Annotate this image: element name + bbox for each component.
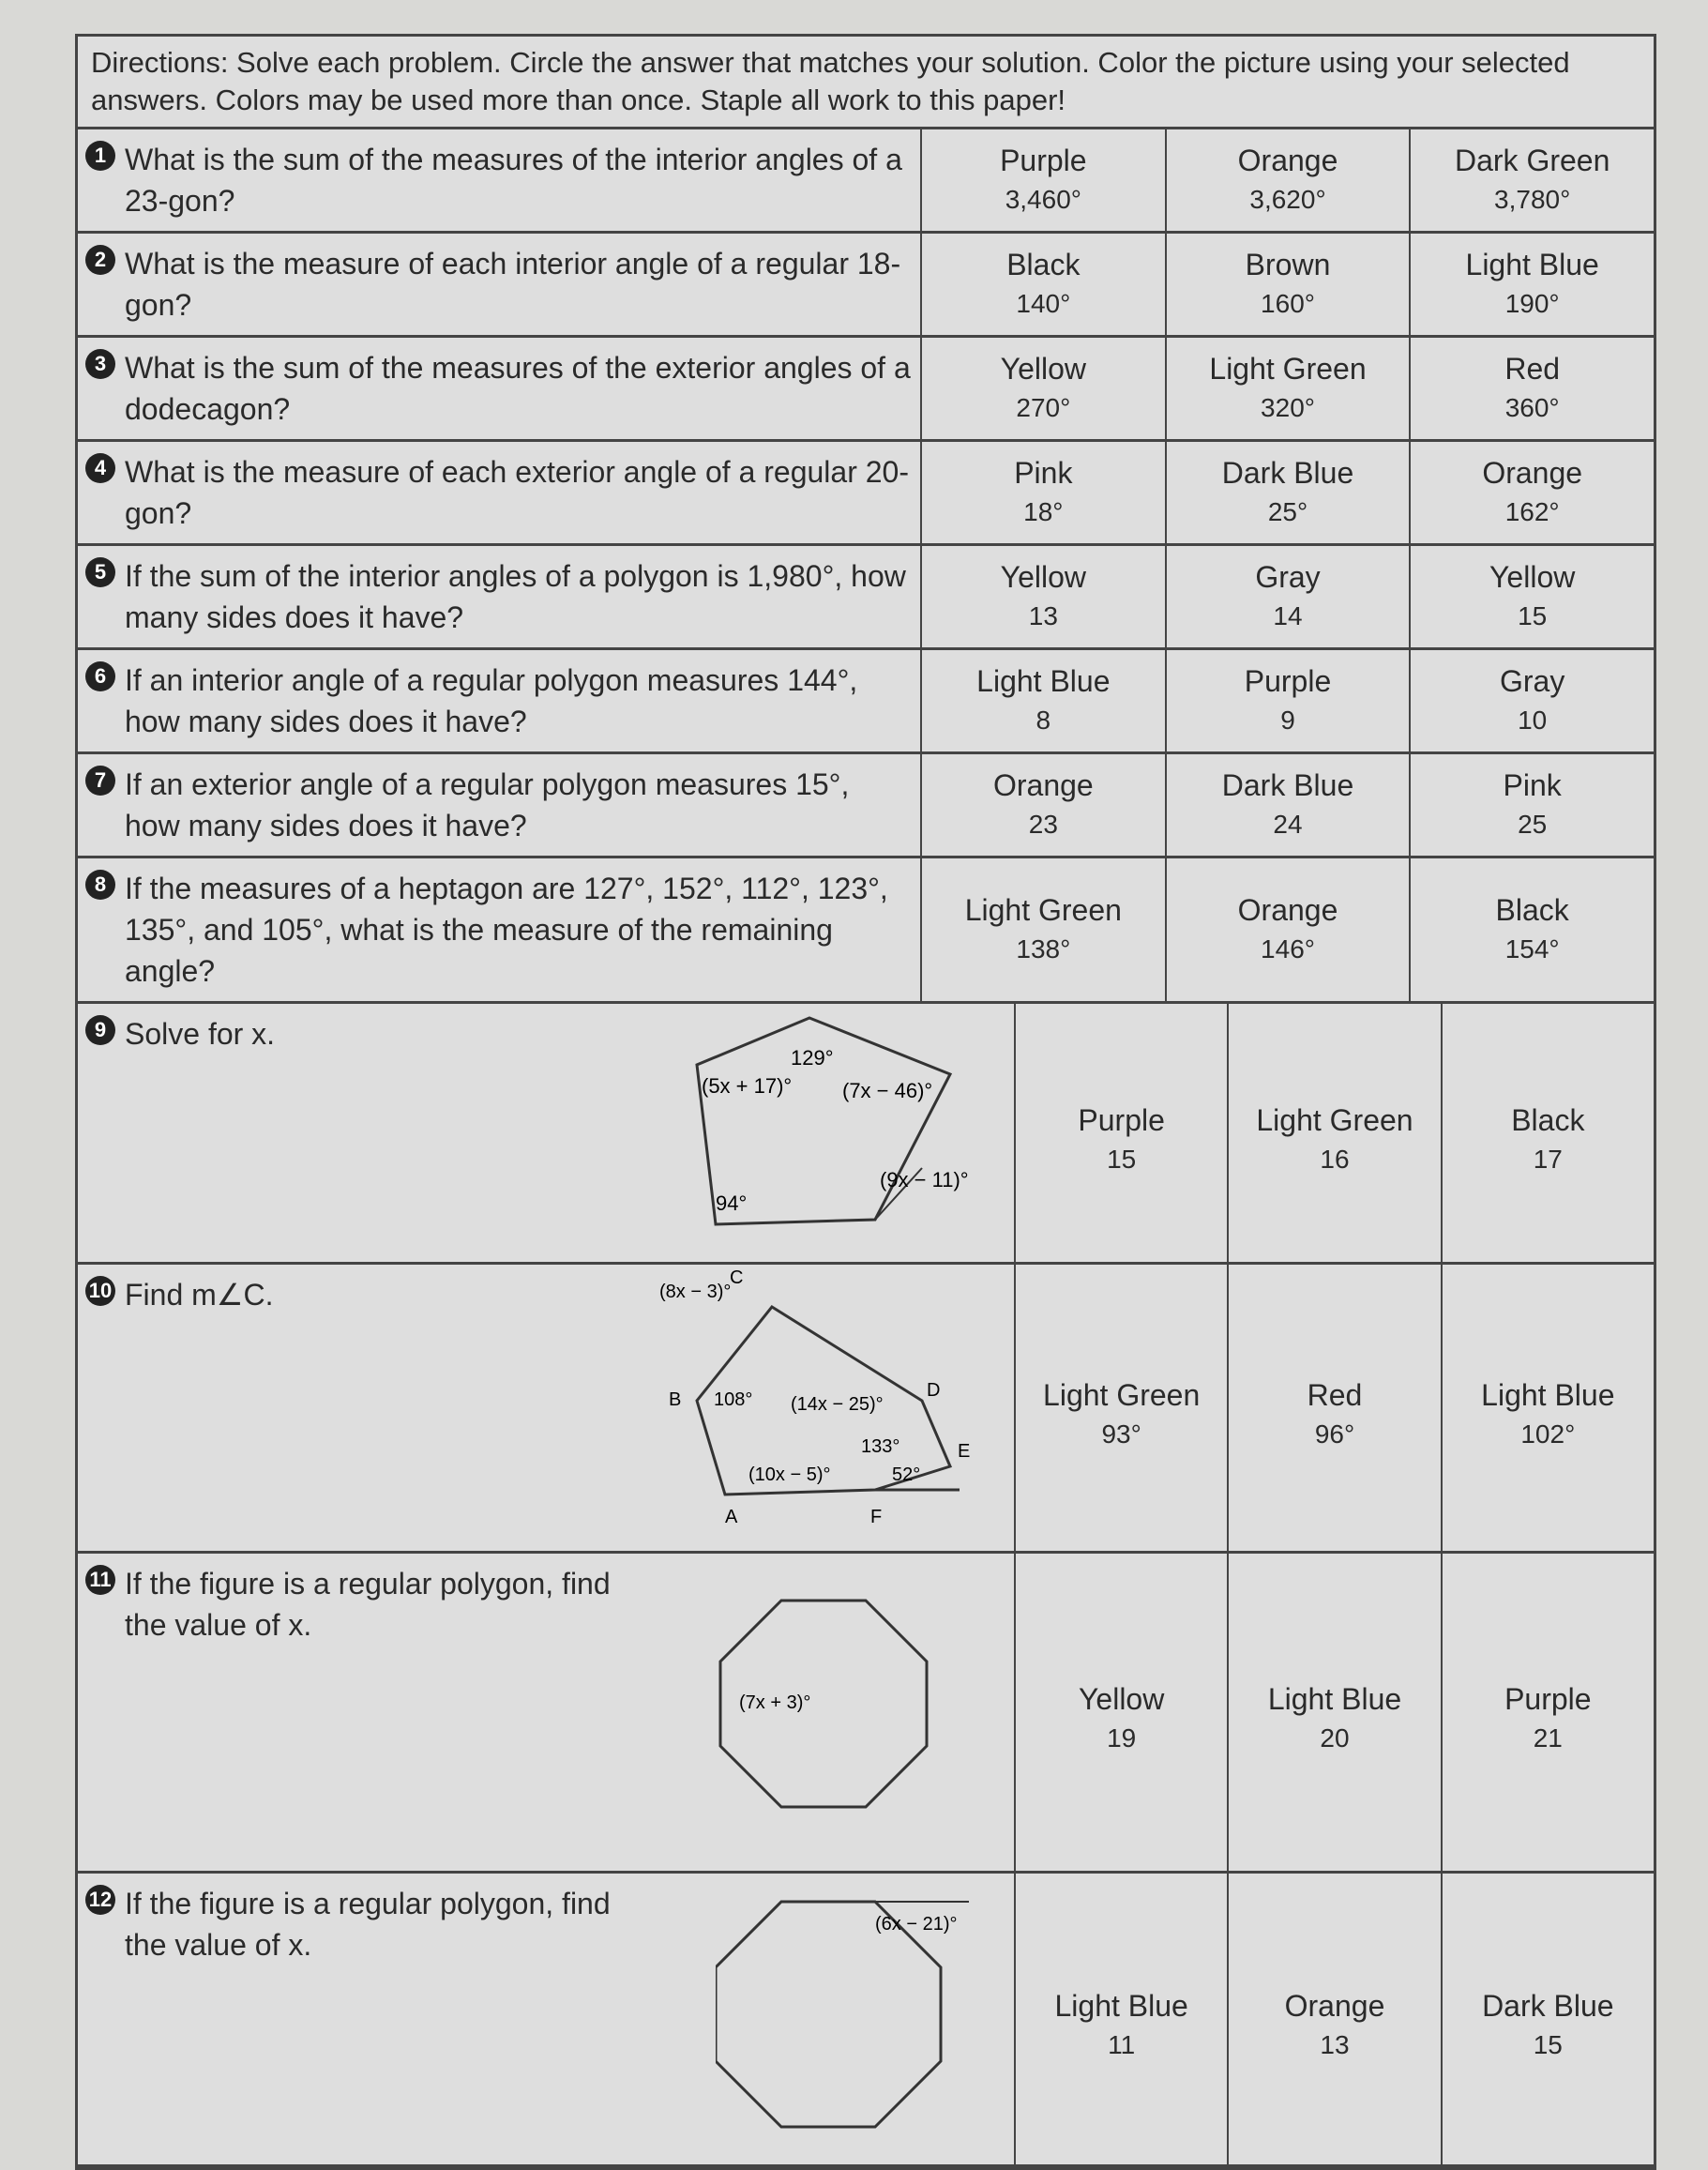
answer-color: Yellow bbox=[1000, 560, 1086, 594]
answer-choice[interactable] bbox=[1167, 442, 1412, 543]
answer-color: Dark Blue bbox=[1221, 768, 1354, 802]
pentagon-figure bbox=[678, 1009, 997, 1252]
figure-label: 52° bbox=[892, 1464, 921, 1485]
octagon-figure bbox=[716, 1591, 941, 1835]
answer-value: 20 bbox=[1320, 1723, 1350, 1753]
question bbox=[78, 129, 922, 231]
question bbox=[78, 338, 922, 439]
figure-label: (10x − 5)° bbox=[748, 1464, 831, 1485]
answer-choice[interactable] bbox=[1167, 129, 1412, 231]
problem-number: 11 bbox=[85, 1565, 115, 1595]
answer-value: 13 bbox=[1320, 2030, 1350, 2059]
answer-choice[interactable] bbox=[922, 442, 1167, 543]
problem-row-1 bbox=[78, 129, 1654, 234]
directions: Directions: Solve each problem. Circle the answer that matches your solution. Color the picture using your selected answers. Colors may be used more than once. Staple all work to this paper! bbox=[78, 37, 1654, 129]
question-text: What is the sum of the measures of the exterior angles of a dodecagon? bbox=[125, 351, 911, 426]
answer-choice[interactable] bbox=[922, 546, 1167, 647]
answer-color: Yellow bbox=[1000, 352, 1086, 386]
figure-label: (9x − 11)° bbox=[880, 1168, 969, 1191]
answer-value: 14 bbox=[1273, 601, 1303, 630]
answer-value: 3,780° bbox=[1494, 185, 1571, 214]
answer-value: 15 bbox=[1518, 601, 1548, 630]
answer-choice[interactable] bbox=[1411, 754, 1654, 856]
answer-value: 19 bbox=[1107, 1723, 1137, 1753]
figure-label: (8x − 3)° bbox=[659, 1282, 732, 1302]
figure-label: A bbox=[725, 1507, 738, 1527]
answer-color: Purple bbox=[1078, 1102, 1165, 1137]
answer-color: Brown bbox=[1245, 248, 1331, 281]
answer-choice[interactable] bbox=[1229, 1265, 1442, 1551]
figure-label: 94° bbox=[716, 1191, 748, 1215]
answer-color: Light Blue bbox=[1267, 1682, 1402, 1716]
answer-choice[interactable] bbox=[1167, 338, 1412, 439]
answer-value: 3,460° bbox=[1005, 185, 1081, 214]
problem-number: 5 bbox=[85, 557, 115, 587]
question-text: What is the measure of each exterior angle of a regular 20-gon? bbox=[125, 455, 909, 530]
answer-choice[interactable] bbox=[1167, 546, 1412, 647]
answer-value: 360° bbox=[1504, 393, 1560, 422]
answer-choice[interactable] bbox=[1443, 1554, 1654, 1871]
question-text: If the figure is a regular polygon, find the value of x. bbox=[125, 1887, 611, 1962]
question bbox=[78, 546, 922, 647]
answer-choice[interactable] bbox=[1016, 1554, 1229, 1871]
answer-choice[interactable] bbox=[1016, 1265, 1229, 1551]
answer-value: 15 bbox=[1107, 1144, 1137, 1174]
question-text: Solve for x. bbox=[125, 1017, 276, 1051]
answer-value: 17 bbox=[1533, 1144, 1563, 1174]
question-text: If the measures of a heptagon are 127°, 152°, 112°, 123°, 135°, and 105°, what is the measure of the remaining angle? bbox=[125, 872, 888, 988]
answer-choice[interactable] bbox=[1229, 1874, 1442, 2164]
figure-label: (5x + 17)° bbox=[702, 1074, 793, 1098]
answer-color: Black bbox=[1511, 1102, 1585, 1137]
problem-number: 7 bbox=[85, 766, 115, 796]
problem-row-11 bbox=[78, 1554, 1654, 1874]
figure-label: 129° bbox=[791, 1046, 834, 1070]
hexagon-figure bbox=[659, 1269, 1006, 1546]
answer-choice[interactable] bbox=[922, 754, 1167, 856]
answer-value: 16 bbox=[1320, 1144, 1350, 1174]
answer-value: 140° bbox=[1016, 289, 1071, 318]
answer-value: 270° bbox=[1016, 393, 1071, 422]
figure-label: C bbox=[730, 1269, 744, 1288]
answer-choice[interactable] bbox=[1411, 546, 1654, 647]
problem-row-6 bbox=[78, 650, 1654, 754]
problem-number: 3 bbox=[85, 349, 115, 379]
answer-color: Red bbox=[1504, 352, 1561, 386]
problem-number: 6 bbox=[85, 661, 115, 691]
answer-choice[interactable] bbox=[1443, 1004, 1654, 1262]
answer-choice[interactable] bbox=[1411, 234, 1654, 335]
octagon-figure bbox=[716, 1883, 997, 2155]
answer-value: 93° bbox=[1101, 1419, 1141, 1449]
answer-value: 9 bbox=[1280, 706, 1295, 735]
answer-color: Red bbox=[1307, 1377, 1363, 1412]
question bbox=[78, 650, 922, 751]
answer-choice[interactable] bbox=[1411, 338, 1654, 439]
problem-number: 4 bbox=[85, 453, 115, 483]
answer-color: Orange bbox=[1237, 893, 1338, 927]
answer-value: 21 bbox=[1533, 1723, 1563, 1753]
answer-color: Purple bbox=[1000, 144, 1087, 177]
figure-label: (14x − 25)° bbox=[791, 1394, 884, 1415]
answer-choice[interactable] bbox=[1167, 650, 1412, 751]
answer-color: Light Green bbox=[1209, 352, 1367, 386]
answer-color: Purple bbox=[1504, 1682, 1592, 1716]
answer-color: Orange bbox=[1284, 1989, 1385, 2023]
figure-label: F bbox=[870, 1507, 883, 1527]
answer-choice[interactable] bbox=[1229, 1554, 1442, 1871]
answer-choice[interactable] bbox=[1229, 1004, 1442, 1262]
figure-label: 133° bbox=[861, 1436, 900, 1457]
problem-row-10 bbox=[78, 1265, 1654, 1554]
answer-choice[interactable] bbox=[1167, 754, 1412, 856]
answer-color: Light Blue bbox=[1054, 1989, 1188, 2023]
figure-label: D bbox=[927, 1380, 941, 1401]
question bbox=[78, 1554, 1016, 1871]
figure-label: B bbox=[669, 1389, 682, 1410]
answer-color: Dark Blue bbox=[1221, 456, 1354, 490]
answer-value: 13 bbox=[1028, 601, 1058, 630]
answer-value: 25 bbox=[1518, 810, 1548, 839]
problem-number: 2 bbox=[85, 245, 115, 275]
question bbox=[78, 442, 922, 543]
answer-color: Light Blue bbox=[1481, 1377, 1615, 1412]
answer-value: 190° bbox=[1504, 289, 1560, 318]
answer-choice[interactable] bbox=[1411, 129, 1654, 231]
answer-choice[interactable] bbox=[922, 650, 1167, 751]
answer-color: Gray bbox=[1255, 560, 1321, 594]
answer-value: 320° bbox=[1261, 393, 1315, 422]
problem-row-5 bbox=[78, 546, 1654, 650]
answer-choice[interactable] bbox=[922, 338, 1167, 439]
answer-value: 11 bbox=[1108, 2030, 1136, 2059]
answer-choice[interactable] bbox=[1167, 234, 1412, 335]
worksheet bbox=[75, 34, 1656, 2170]
answer-value: 102° bbox=[1520, 1419, 1576, 1449]
question bbox=[78, 1004, 1016, 1262]
answer-value: 18° bbox=[1023, 497, 1064, 526]
answer-value: 160° bbox=[1261, 289, 1315, 318]
answer-choice[interactable] bbox=[1443, 1874, 1654, 2164]
answer-value: 25° bbox=[1267, 497, 1308, 526]
problem-row-8 bbox=[78, 858, 1654, 1004]
answer-color: Light Green bbox=[964, 893, 1122, 927]
answer-color: Black bbox=[1006, 248, 1081, 281]
problem-number: 1 bbox=[85, 141, 115, 171]
answer-value: 154° bbox=[1504, 934, 1560, 964]
problem-number: 10 bbox=[85, 1276, 115, 1306]
answer-choice[interactable] bbox=[1411, 650, 1654, 751]
answer-value: 96° bbox=[1314, 1419, 1355, 1449]
question bbox=[78, 1265, 1016, 1551]
answer-choice[interactable] bbox=[1443, 1265, 1654, 1551]
problem-row-9 bbox=[78, 1004, 1654, 1265]
question bbox=[78, 858, 922, 1001]
answer-color: Black bbox=[1495, 893, 1569, 927]
question-text: What is the measure of each interior angle of a regular 18-gon? bbox=[125, 247, 901, 322]
answer-choice[interactable] bbox=[922, 858, 1167, 1001]
answer-color: Yellow bbox=[1489, 560, 1576, 594]
problem-number: 9 bbox=[85, 1015, 115, 1045]
answer-color: Light Green bbox=[1256, 1102, 1413, 1137]
answer-value: 138° bbox=[1016, 934, 1071, 964]
answer-value: 3,620° bbox=[1249, 185, 1326, 214]
answer-value: 23 bbox=[1028, 810, 1058, 839]
answer-color: Light Blue bbox=[1465, 248, 1599, 281]
figure-label: (7x − 46)° bbox=[842, 1079, 933, 1102]
answer-color: Orange bbox=[1482, 456, 1583, 490]
answer-choice[interactable] bbox=[922, 129, 1167, 231]
answer-choice[interactable] bbox=[1167, 858, 1412, 1001]
question-text: If an interior angle of a regular polygon measures 144°, how many sides does it have? bbox=[125, 663, 858, 738]
answer-color: Orange bbox=[992, 768, 1094, 802]
answer-choice[interactable] bbox=[1016, 1874, 1229, 2164]
answer-value: 10 bbox=[1518, 706, 1548, 735]
problem-row-4 bbox=[78, 442, 1654, 546]
problem-number: 8 bbox=[85, 870, 115, 900]
answer-color: Yellow bbox=[1079, 1682, 1165, 1716]
problem-row-12 bbox=[78, 1874, 1654, 2167]
question-text: If an exterior angle of a regular polygon measures 15°, how many sides does it have? bbox=[125, 767, 850, 842]
answer-color: Orange bbox=[1237, 144, 1338, 177]
problem-row-2 bbox=[78, 234, 1654, 338]
answer-choice[interactable] bbox=[922, 234, 1167, 335]
problem-list bbox=[78, 129, 1654, 2167]
figure-label: (6x − 21)° bbox=[875, 1914, 958, 1935]
answer-color: Pink bbox=[1014, 456, 1073, 490]
answer-color: Dark Green bbox=[1454, 144, 1610, 177]
answer-value: 162° bbox=[1504, 497, 1560, 526]
answer-value: 146° bbox=[1261, 934, 1315, 964]
problem-row-7 bbox=[78, 754, 1654, 858]
answer-color: Gray bbox=[1500, 664, 1565, 698]
answer-color: Dark Blue bbox=[1482, 1989, 1614, 2023]
answer-color: Light Green bbox=[1043, 1377, 1201, 1412]
question-text: Find m∠C. bbox=[125, 1278, 274, 1312]
question-text: If the figure is a regular polygon, find the value of x. bbox=[125, 1567, 611, 1642]
problem-number: 12 bbox=[85, 1885, 115, 1915]
question bbox=[78, 1874, 1016, 2164]
answer-value: 24 bbox=[1273, 810, 1303, 839]
figure-label: (7x + 3)° bbox=[739, 1692, 811, 1713]
answer-color: Light Blue bbox=[976, 664, 1111, 698]
question-text: What is the sum of the measures of the interior angles of a 23-gon? bbox=[125, 143, 902, 218]
answer-choice[interactable] bbox=[1411, 442, 1654, 543]
figure-label: E bbox=[958, 1441, 971, 1462]
answer-value: 8 bbox=[1035, 706, 1051, 735]
answer-value: 15 bbox=[1533, 2030, 1563, 2059]
question-text: If the sum of the interior angles of a polygon is 1,980°, how many sides does it have? bbox=[125, 559, 906, 634]
question bbox=[78, 234, 922, 335]
answer-color: Pink bbox=[1503, 768, 1562, 802]
answer-color: Purple bbox=[1244, 664, 1332, 698]
answer-choice[interactable] bbox=[1016, 1004, 1229, 1262]
question bbox=[78, 754, 922, 856]
figure-label: 108° bbox=[714, 1389, 753, 1410]
problem-row-3 bbox=[78, 338, 1654, 442]
answer-choice[interactable] bbox=[1411, 858, 1654, 1001]
